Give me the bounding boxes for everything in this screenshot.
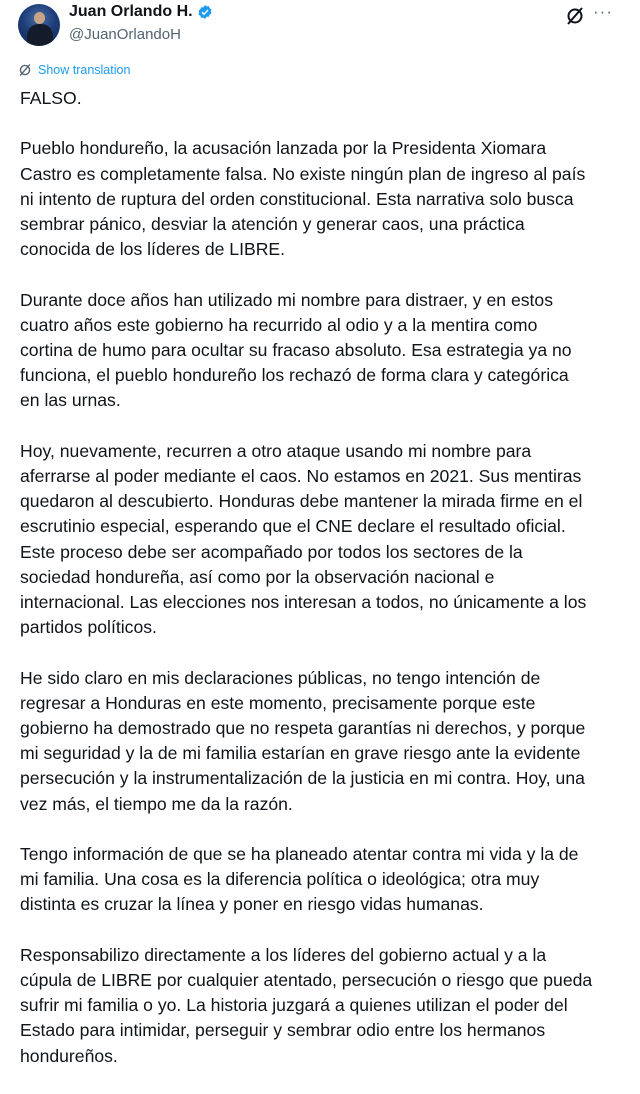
tweet-paragraph	[20, 842, 630, 918]
tweet-line: internacional. Las elecciones nos interesan a todos, no únicamente a los	[20, 592, 587, 613]
author-name[interactable]	[69, 3, 213, 21]
tweet-paragraph	[20, 288, 630, 414]
tweet-line: partidos políticos.	[20, 617, 157, 638]
tweet-line: vez más, el tiempo me da la razón.	[20, 793, 293, 814]
tweet-line: hondureños.	[20, 1045, 118, 1066]
tweet-line: Estado para intimidar, perseguir y sembrar odio entre los hermanos	[20, 1020, 546, 1041]
author-handle[interactable]: @JuanOrlandoH	[69, 26, 181, 43]
tweet-line: aferrarse al poder mediante el caos. No estamos en 2021. Sus mentiras	[20, 466, 582, 486]
tweet-line: sufrir mi familia o yo. La historia juzgará a quienes utilizan el poder del	[20, 995, 568, 1016]
tweet-line: sociedad hondureña, así como por la observación nacional e	[20, 566, 495, 587]
tweet-paragraph	[20, 666, 630, 817]
verified-badge-icon	[197, 4, 213, 20]
tweet-line: Castro es completamente falsa. No existe ningún plan de ingreso al país	[20, 163, 586, 184]
tweet-line: funciona, el pueblo hondureño los rechazó de forma clara y categórica	[20, 365, 569, 386]
tweet-line: escrutinio especial, esperando que el CNE declare el resultado oficial.	[20, 516, 566, 537]
tweet-line: regresar a Honduras en este momento, precisamente porque este	[20, 692, 536, 713]
tweet-line: mi familia. Una cosa es la diferencia política o ideológica; otra muy	[20, 869, 540, 890]
tweet-line: Tengo información de que se ha planeado atentar contra mi vida y la de	[20, 844, 579, 865]
show-translation-label: Show translation	[38, 63, 131, 77]
avatar-head	[34, 12, 45, 24]
translate-icon	[18, 63, 32, 77]
tweet-line: mi seguridad y la de mi familia estarían en grave riesgo ante la evidente	[20, 743, 581, 764]
tweet-line: cortina de humo para ocultar su fracaso absoluto. Esa estrategia ya no	[20, 340, 572, 360]
tweet-text	[20, 86, 630, 1094]
tweet-line: conocida de los líderes de LIBRE.	[20, 239, 286, 260]
tweet-line: distinta es cruzar la línea y poner en riesgo vidas humanas.	[20, 894, 484, 915]
tweet-line: ni intento de ruptura del orden constitucional. Esta narrativa solo busca	[20, 188, 574, 209]
tweet-line: He sido claro en mis declaraciones públicas, no tengo intención de	[20, 667, 541, 688]
tweet-line: Responsabilizo directamente a los líderes del gobierno actual y a la	[20, 944, 547, 965]
tweet-line: Pueblo hondureño, la acusación lanzada por la Presidenta Xiomara	[20, 138, 547, 159]
tweet-paragraph	[20, 943, 630, 1069]
tweet-line: sembrar pánico, desviar la atención y generar caos, una práctica	[20, 214, 525, 234]
tweet-line: Durante doce años han utilizado mi nombre para distraer, y en estos	[20, 289, 554, 310]
tweet-line: FALSO.	[20, 88, 82, 108]
tweet-line: cúpula de LIBRE por cualquier atentado, persecución o riesgo que pueda	[20, 970, 593, 991]
tweet-line: cuatro años este gobierno ha recurrido al odio y a la mentira como	[20, 314, 538, 335]
author-name-text: Juan Orlando H.	[69, 3, 193, 20]
tweet-line: en las urnas.	[20, 390, 121, 411]
tweet-paragraph	[20, 439, 630, 641]
tweet-line: quedaron al descubierto. Honduras debe mantener la mirada firme en el	[20, 491, 583, 512]
tweet-paragraph	[20, 86, 630, 111]
tweet-paragraph	[20, 136, 630, 262]
more-icon[interactable]: ···	[593, 2, 613, 21]
avatar-body	[27, 24, 53, 46]
tweet-line: Este proceso debe ser acompañado por todos los sectores de la	[20, 541, 523, 562]
show-translation-link[interactable]	[18, 63, 130, 77]
tweet-line: persecución y la instrumentalización de la justicia en mi contra. Hoy, una	[20, 768, 585, 789]
tweet-line: gobierno ha demostrado que no respeta garantías ni derechos, y porque	[20, 718, 586, 739]
tweet-line: Hoy, nuevamente, recurren a otro ataque usando mi nombre para	[20, 440, 532, 461]
grok-icon[interactable]	[565, 6, 585, 26]
avatar[interactable]	[18, 4, 60, 46]
